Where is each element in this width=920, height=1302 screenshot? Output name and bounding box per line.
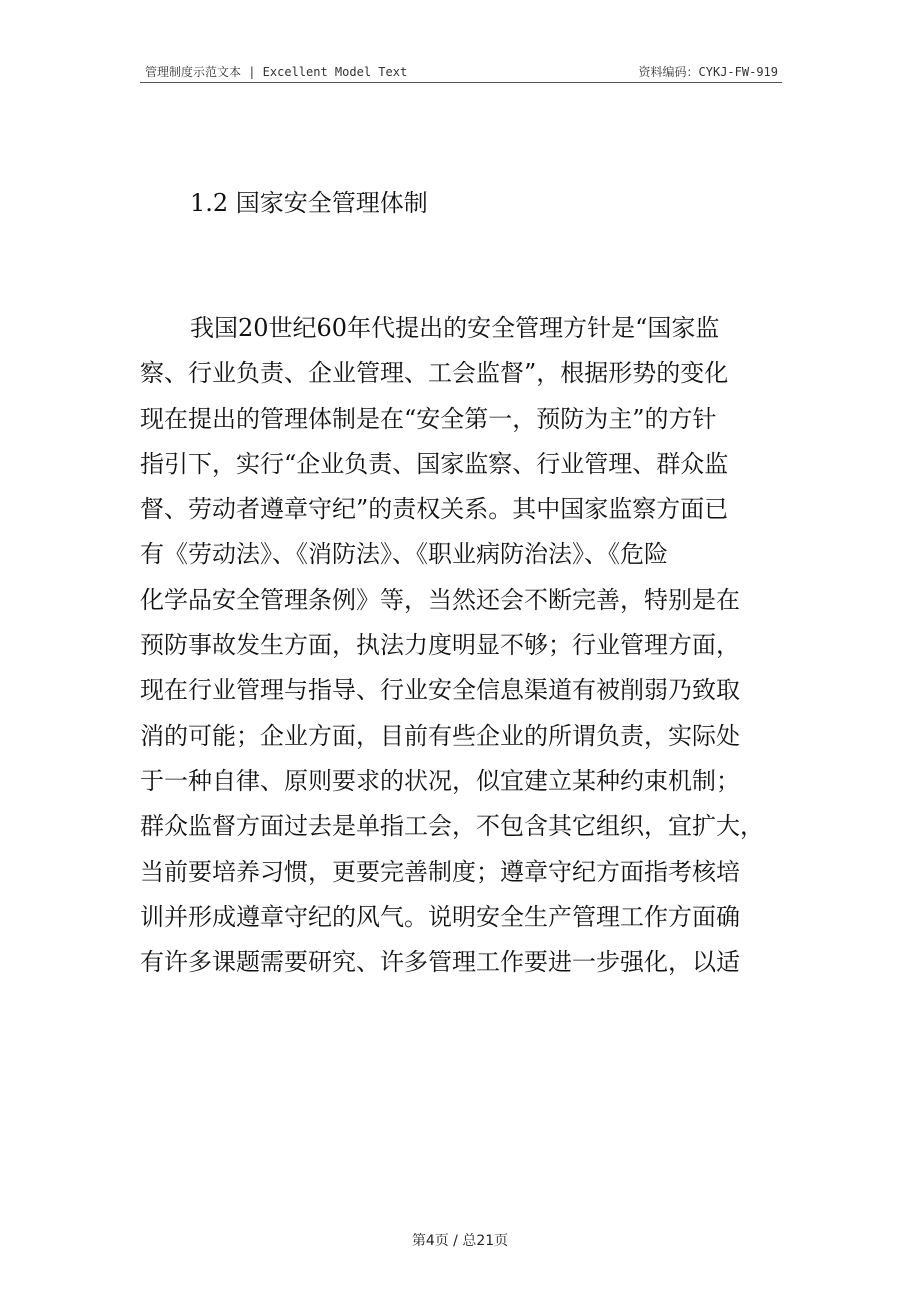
paragraph-line: 督、劳动者遵章守纪”的责权关系。其中国家监察方面已 bbox=[140, 495, 729, 524]
paragraph-line: 当前要培养习惯，更要完善制度；遵章守纪方面指考核培 bbox=[140, 857, 740, 886]
paragraph-line: 群众监督方面过去是单指工会，不包含其它组织，宜扩大， bbox=[140, 812, 764, 841]
page-number: 第4页 / 总21页 bbox=[411, 1233, 509, 1249]
paragraph-line: 我国20世纪60年代提出的安全管理方针是“国家监 bbox=[190, 314, 720, 342]
paragraph-line: 预防事故发生方面，执法力度明显不够；行业管理方面， bbox=[140, 631, 740, 660]
paragraph-line: 于一种自律、原则要求的状况，似宜建立某种约束机制； bbox=[140, 766, 740, 795]
paragraph-line: 有《劳动法》、《消防法》、《职业病防治法》、《危险 bbox=[140, 540, 668, 569]
paragraph-line: 训并形成遵章守纪的风气。说明安全生产管理工作方面确 bbox=[140, 902, 740, 931]
paragraph-line: 现在行业管理与指导、行业安全信息渠道有被削弱乃致取 bbox=[140, 676, 740, 705]
paragraph-line: 化学品安全管理条例》等，当然还会不断完善，特别是在 bbox=[140, 585, 740, 614]
paragraph-line: 有许多课题需要研究、许多管理工作要进一步强化，以适 bbox=[140, 948, 740, 977]
header-title: 管理制度示范文本 | Excellent Model Text bbox=[145, 65, 408, 79]
paragraph-line: 察、行业负责、企业管理、工会监督”，根据形势的变化 bbox=[140, 359, 729, 388]
page-header bbox=[140, 60, 782, 83]
section-heading: 1.2 国家安全管理体制 bbox=[190, 189, 428, 217]
document-code: 资料编码：CYKJ-FW-919 bbox=[638, 65, 778, 79]
body-paragraph bbox=[140, 306, 780, 985]
paragraph-line: 消的可能；企业方面，目前有些企业的所谓负责，实际处 bbox=[140, 721, 740, 750]
paragraph-line: 现在提出的管理体制是在“安全第一，预防为主”的方针 bbox=[140, 404, 717, 433]
paragraph-line: 指引下，实行“企业负责、国家监察、行业管理、群众监 bbox=[140, 449, 729, 478]
